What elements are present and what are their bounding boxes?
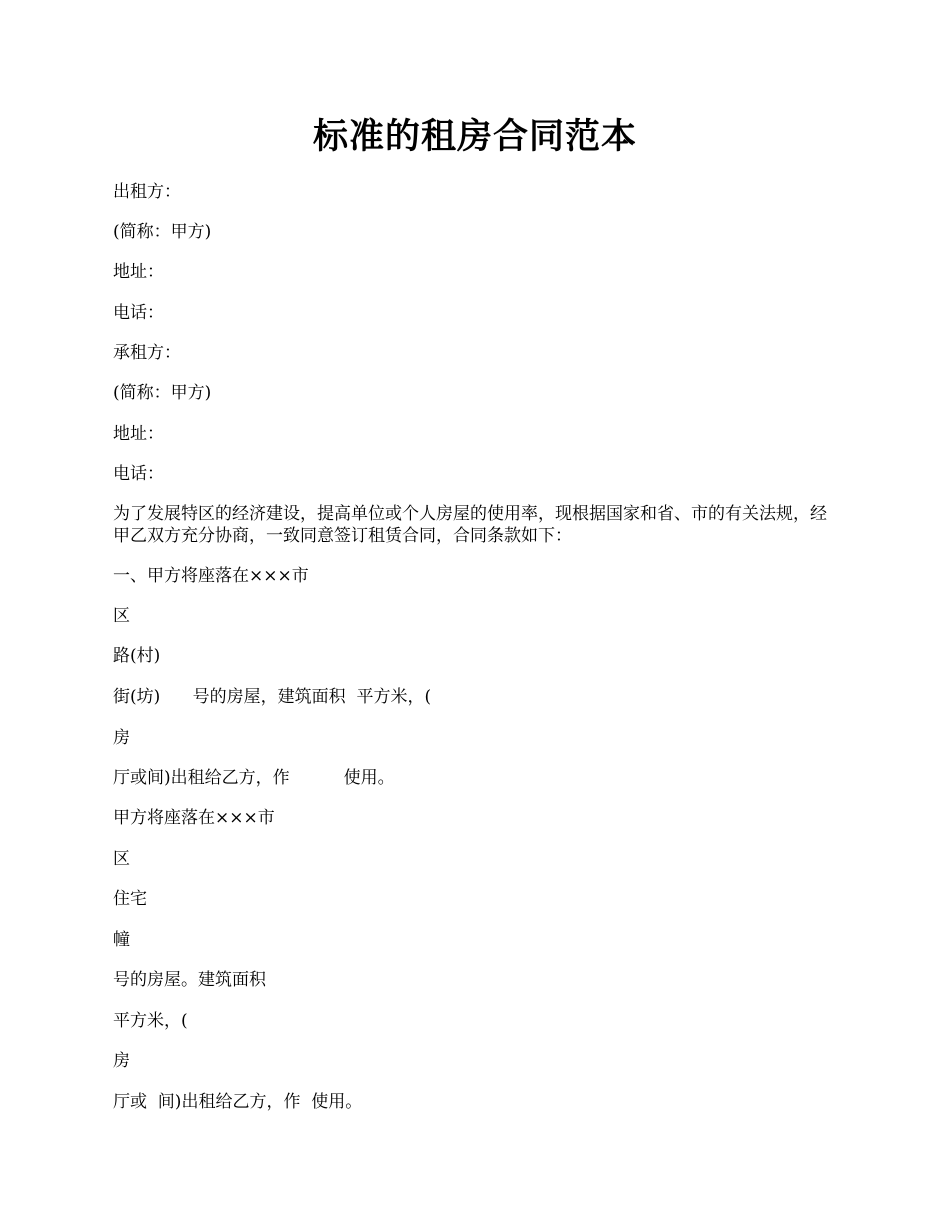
clause-line: 路(村) (113, 646, 161, 666)
clause-line: 一、甲方将座落在×××市 (113, 566, 309, 586)
clause-line: 区 (113, 606, 130, 626)
clause-line: 幢 (113, 930, 130, 950)
intro-paragraph: 为了发展特区的经济建设，提高单位或个人房屋的使用率，现根据国家和省、市的有关法规，经甲乙双方充分协商，一致同意签订租赁合同，合同条款如下： (113, 504, 827, 546)
lessor-address-label: 地址： (113, 262, 164, 282)
clause-line: 甲方将座落在×××市 (113, 808, 275, 828)
clause-line: 房 (113, 1051, 130, 1071)
lessee-abbreviation: (简称：甲方) (113, 383, 212, 403)
lessor-phone-label: 电话： (113, 303, 164, 323)
lessor-label: 出租方： (113, 182, 181, 202)
clause-line: 住宅 (113, 889, 147, 909)
clause-line: 房 (113, 728, 130, 748)
clause-line: 号的房屋。建筑面积 (113, 970, 266, 990)
clause-line: 街(坊) 号的房屋，建筑面积 平方米，( (113, 687, 432, 707)
clause-line: 厅或 间)出租给乙方，作 使用。 (113, 1092, 363, 1112)
clause-line: 厅或间)出租给乙方，作 使用。 (113, 768, 395, 788)
lessee-label: 承租方： (113, 343, 181, 363)
clause-line: 平方米，( (113, 1011, 188, 1031)
document-title: 标准的租房合同范本 (312, 116, 637, 157)
lessee-address-label: 地址： (113, 424, 164, 444)
clause-line: 区 (113, 849, 130, 869)
lessee-phone-label: 电话： (113, 464, 164, 484)
lessor-abbreviation: (简称：甲方) (113, 222, 212, 242)
